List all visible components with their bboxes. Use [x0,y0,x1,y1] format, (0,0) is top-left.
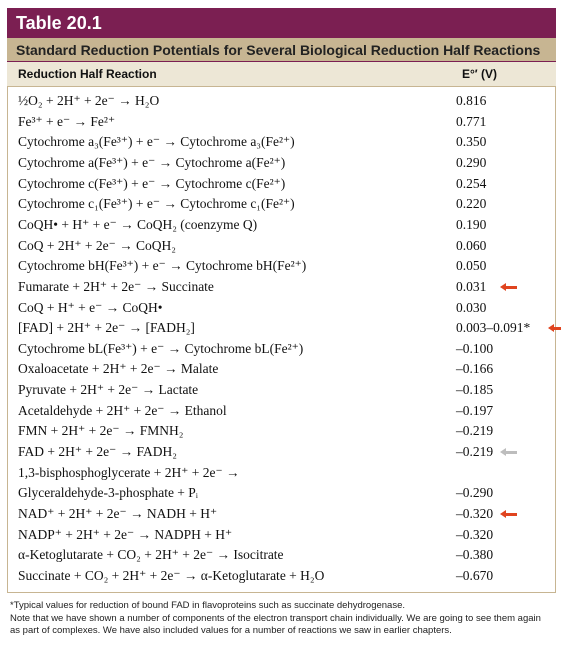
potential-value: 0.031 [456,278,487,294]
reaction-text: Pyruvate + 2H⁺ + 2e⁻ → Lactate [18,382,199,398]
reaction-text: Cytochrome a₃(Fe³⁺) + e⁻ → Cytochrome a₃(Fe²⁺) [18,134,295,150]
table-row [8,132,557,153]
footnote-note: Note that we have shown a number of components of the electron transport chain individually. We are going to see them again as part of complexes. We have also included values for a number of reactions we saw in earlier chapters. [10,613,541,636]
potential-value: –0.320 [456,506,494,521]
potential-value: –0.670 [456,567,494,583]
reaction-text: Glyceraldehyde-3-phosphate + Pᵢ [18,485,199,501]
potential-value: –0.320 [456,526,494,542]
table-row [8,174,557,195]
table-row [8,277,557,298]
table-title: Standard Reduction Potentials for Several Biological Reduction Half Reactions [7,38,556,62]
table-row [8,298,557,319]
table-row [8,153,557,174]
left-arrow-icon [505,451,517,454]
table-row [8,112,557,133]
table-row [8,215,557,236]
table-row [8,525,557,546]
reaction-text: CoQ + 2H⁺ + 2e⁻ → CoQH₂ [18,237,176,253]
potential-value: 0.816 [456,93,487,108]
column-header-reaction: Reduction Half Reaction [18,67,157,81]
table-row [8,359,557,380]
column-header-potential: E°′ (V) [462,67,498,81]
table-row [8,256,557,277]
potential-value: –0.197 [456,402,494,418]
potential-value: 0.290 [456,154,487,170]
table-header-row [7,62,556,87]
potential-value: 0.220 [456,196,487,212]
potential-value: 0.350 [456,134,487,150]
table-row [8,566,557,587]
potential-value: –0.100 [456,340,494,356]
reaction-text: Cytochrome c₁(Fe³⁺) + e⁻ → Cytochrome c₁(Fe²⁺) [18,196,295,212]
table-row [8,194,557,215]
potential-value: 0.050 [456,258,487,274]
potential-value: 0.060 [456,237,487,253]
potential-value: 0.003–0.091* [456,320,531,336]
reaction-text: NADP⁺ + 2H⁺ + 2e⁻ → NADPH + H⁺ [18,526,233,542]
reaction-text: CoQ + H⁺ + e⁻ → CoQH• [18,299,163,315]
table-row [8,339,557,360]
potential-value: 0.254 [456,175,487,191]
potential-value: 0.030 [456,299,487,315]
potential-value: 0.190 [456,216,487,232]
left-arrow-icon [553,327,561,330]
table-row [8,401,557,422]
potential-value: –0.219 [456,423,494,439]
potential-value: –0.219 [456,444,494,460]
table-row [8,91,557,112]
potential-value: –0.185 [456,382,494,398]
reaction-text: Fe³⁺ + e⁻ → Fe²⁺ [18,113,116,129]
potential-value: 0.771 [456,113,487,129]
table-row [8,545,557,566]
reaction-text: CoQH• + H⁺ + e⁻ → CoQH₂ (coenzyme Q) [18,216,258,232]
reaction-text: ½O₂ + 2H⁺ + 2e⁻ → H₂O [18,93,160,108]
table-row [8,463,557,484]
reaction-text: Cytochrome bL(Fe³⁺) + e⁻ → Cytochrome bL(Fe²⁺) [18,340,304,356]
table-row [8,421,557,442]
reaction-text: Cytochrome bH(Fe³⁺) + e⁻ → Cytochrome bH(Fe²⁺) [18,258,307,274]
reaction-text: Succinate + CO₂ + 2H⁺ + 2e⁻ → α-Ketoglutarate + H₂O [18,567,325,583]
table-row [8,504,557,525]
footnote-asterisk: *Typical values for reduction of bound FAD in flavoproteins such as succinate dehydrogenase. [10,600,406,611]
reaction-text: NAD⁺ + 2H⁺ + 2e⁻ → NADH + H⁺ [18,506,218,521]
potential-value: –0.380 [456,547,494,563]
table-row [8,318,557,339]
reaction-text: FMN + 2H⁺ + 2e⁻ → FMNH₂ [18,423,184,439]
reaction-text: FAD + 2H⁺ + 2e⁻ → FADH₂ [18,444,177,460]
potential-value: –0.290 [456,485,494,501]
footnotes [10,600,550,638]
left-arrow-icon [505,513,517,516]
reaction-text: Fumarate + 2H⁺ + 2e⁻ → Succinate [18,278,214,294]
table-row [8,236,557,257]
reaction-text: Cytochrome a(Fe³⁺) + e⁻ → Cytochrome a(Fe²⁺) [18,154,286,170]
reaction-text: Cytochrome c(Fe³⁺) + e⁻ → Cytochrome c(Fe²⁺) [18,175,286,191]
table-body [7,87,556,593]
reaction-text: [FAD] + 2H⁺ + 2e⁻ → [FADH₂] [18,320,195,336]
reaction-text: Oxaloacetate + 2H⁺ + 2e⁻ → Malate [18,361,219,377]
table-row [8,483,557,504]
left-arrow-icon [505,286,517,289]
potential-value: –0.166 [456,361,494,377]
table-number: Table 20.1 [7,8,556,38]
reaction-text: α-Ketoglutarate + CO₂ + 2H⁺ + 2e⁻ → Isocitrate [18,547,284,563]
reaction-text: Acetaldehyde + 2H⁺ + 2e⁻ → Ethanol [18,402,227,418]
table-row [8,442,557,463]
table-row [8,380,557,401]
reaction-text: 1,3-bisphosphoglycerate + 2H⁺ + 2e⁻ → [18,464,240,480]
